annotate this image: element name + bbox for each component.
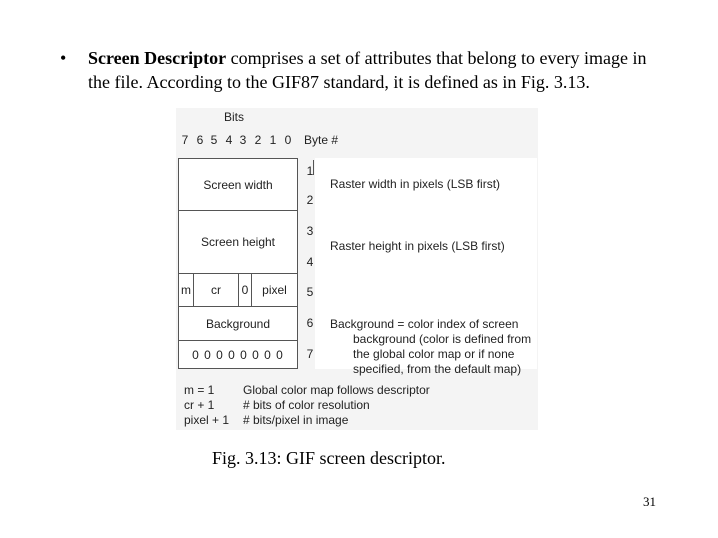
bullet-symbol: •: [60, 48, 67, 68]
legend-key: cr + 1: [184, 398, 215, 412]
byte-number: 3: [306, 224, 314, 238]
bit-number: 4: [225, 133, 233, 147]
byte-number: 2: [306, 193, 314, 207]
m-label: m: [181, 283, 191, 297]
legend-description: # bits of color resolution: [243, 398, 370, 412]
byte-number: 6: [306, 316, 314, 330]
background-description-title: Background = color index of screen: [330, 317, 519, 331]
bit-number: 0: [284, 133, 292, 147]
figure-caption: Fig. 3.13: GIF screen descriptor.: [212, 448, 446, 468]
cr-label: cr: [211, 283, 221, 297]
bit-number: 6: [196, 133, 204, 147]
bullet-bold-term: Screen Descriptor: [88, 48, 227, 68]
zeros-cell: [178, 340, 298, 369]
byte-number: 5: [306, 285, 314, 299]
background-description-line: specified, from the default map): [353, 362, 522, 376]
legend-description: Global color map follows descriptor: [243, 383, 430, 397]
byte-number: 4: [306, 255, 314, 269]
bits-title: Bits: [224, 110, 245, 124]
bit-number: 3: [239, 133, 247, 147]
legend-key: pixel + 1: [184, 413, 230, 427]
background-cell: [178, 306, 298, 341]
legend-key: m = 1: [184, 383, 215, 397]
bullet-text: [88, 46, 668, 94]
zeros-label: 0 0 0 0 0 0 0 0: [192, 347, 284, 362]
byte-number: 7: [306, 347, 314, 361]
bullet-description: comprises a set of attributes that belong to every image in the file. According to the GIF87 standard, it is defined as in Fig. 3.13.: [88, 48, 647, 92]
background-description-line: background (color is defined from: [353, 332, 532, 346]
zero-bit-cell: [238, 273, 252, 307]
screen-height-label: Screen height: [200, 235, 276, 249]
background-label: Background: [205, 316, 271, 331]
screen-width-label: Screen width: [203, 177, 273, 192]
byte-header: Byte #: [304, 133, 339, 147]
byte-number: 1: [306, 164, 314, 178]
gif-screen-descriptor-figure: [176, 108, 538, 430]
screen-height-cell: [178, 210, 298, 274]
cr-cell: [193, 273, 239, 307]
raster-height-description: Raster height in pixels (LSB first): [330, 239, 505, 253]
bit-number: 5: [210, 133, 218, 147]
bit-number: 1: [269, 133, 277, 147]
legend-description: # bits/pixel in image: [243, 413, 349, 427]
screen-width-cell: [178, 158, 298, 211]
bit-number: 7: [181, 133, 189, 147]
pixel-cell: [251, 273, 298, 307]
bit-number: 2: [254, 133, 262, 147]
page-number: 31: [643, 494, 656, 509]
raster-width-description: Raster width in pixels (LSB first): [330, 177, 501, 191]
background-description-line: the global color map or if none: [353, 347, 515, 361]
zero-bit-label: 0: [241, 283, 249, 297]
pixel-label: pixel: [262, 283, 287, 297]
m-cell: [178, 273, 194, 307]
